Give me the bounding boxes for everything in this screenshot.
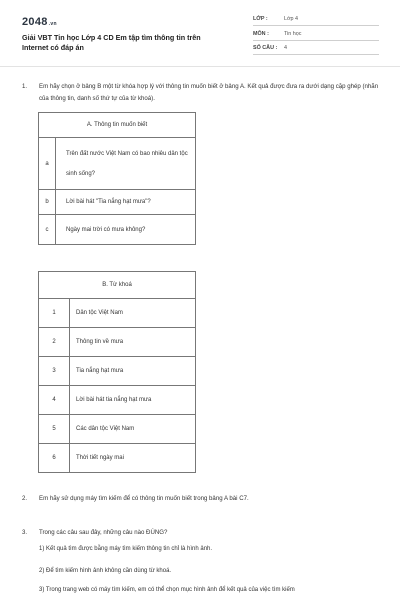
meta-row-question-count bbox=[253, 44, 379, 55]
row-key: 3 bbox=[39, 357, 70, 386]
table-row bbox=[39, 444, 196, 473]
table-row bbox=[39, 357, 196, 386]
logo-suffix: .vn bbox=[48, 21, 57, 27]
table-b bbox=[38, 271, 196, 473]
question-number: 1. bbox=[22, 83, 28, 90]
meta-value: Tin học bbox=[284, 31, 302, 37]
question-number: 3. bbox=[22, 529, 28, 536]
header-divider bbox=[0, 66, 400, 67]
question-text: Trong các câu sau đây, những câu nào ĐÚNG? bbox=[39, 529, 168, 536]
page-title: Giải VBT Tin học Lớp 4 CD Em tập tìm thông tin trên Internet có đáp án bbox=[22, 33, 201, 52]
table-row bbox=[39, 138, 196, 190]
row-key: 4 bbox=[39, 386, 70, 415]
table-row bbox=[39, 415, 196, 444]
row-key: a bbox=[39, 138, 56, 190]
table-a bbox=[38, 112, 196, 245]
meta-row-class bbox=[253, 15, 379, 26]
meta-label: LỚP : bbox=[253, 16, 268, 22]
row-value: Thông tin về mưa bbox=[70, 328, 196, 357]
row-key: 6 bbox=[39, 444, 70, 473]
logo-text: 2048 bbox=[22, 16, 48, 28]
row-value: Các dân tộc Việt Nam bbox=[70, 415, 196, 444]
table-a-header: A. Thông tin muốn biết bbox=[39, 113, 196, 138]
question-text: Em hãy sử dụng máy tìm kiếm để có thông tin muốn biết trong bảng A bài C7. bbox=[39, 495, 249, 502]
row-value: Trên đất nước Việt Nam có bao nhiêu dân tộc sinh sống? bbox=[56, 138, 196, 190]
meta-label: MÔN : bbox=[253, 31, 269, 37]
row-key: 2 bbox=[39, 328, 70, 357]
answer-option: 3) Trong trang web có máy tìm kiếm, em có thể chọn mục hình ảnh để kết quả của việc tìm kiếm bbox=[39, 587, 295, 593]
table-row bbox=[39, 299, 196, 328]
row-key: 5 bbox=[39, 415, 70, 444]
table-b-header: B. Từ khoá bbox=[39, 272, 196, 299]
answer-option: 1) Kết quả tìm được bằng máy tìm kiếm thông tin chỉ là hình ảnh. bbox=[39, 546, 213, 552]
table-row bbox=[39, 386, 196, 415]
row-value: Thời tiết ngày mai bbox=[70, 444, 196, 473]
document-header bbox=[0, 0, 400, 62]
answer-option: 2) Để tìm kiếm hình ảnh không cần dùng từ khoá. bbox=[39, 568, 172, 574]
table-row bbox=[39, 215, 196, 245]
meta-label: SỐ CÂU : bbox=[253, 45, 278, 51]
site-logo[interactable] bbox=[22, 16, 57, 28]
row-value: Dân tộc Việt Nam bbox=[70, 299, 196, 328]
question-text: Em hãy chọn ở bảng B một từ khóa hợp lý với thông tin muốn biết ở bảng A. Kết quả được đưa ra dưới dạng cặp ghép (nhãn của thông tin, danh số thứ tự của từ khoá). bbox=[39, 83, 379, 102]
meta-value: 4 bbox=[284, 45, 287, 51]
row-key: c bbox=[39, 215, 56, 245]
row-value: Lời bài hát "Tia nắng hạt mưa"? bbox=[56, 190, 196, 215]
row-value: Tia nắng hạt mưa bbox=[70, 357, 196, 386]
row-key: 1 bbox=[39, 299, 70, 328]
meta-row-subject bbox=[253, 30, 379, 41]
table-row bbox=[39, 328, 196, 357]
row-key: b bbox=[39, 190, 56, 215]
row-value: Lời bài hát tia nắng hạt mưa bbox=[70, 386, 196, 415]
question-number: 2. bbox=[22, 495, 28, 502]
meta-value: Lớp 4 bbox=[284, 16, 299, 22]
row-value: Ngày mai trời có mưa không? bbox=[56, 215, 196, 245]
table-row bbox=[39, 190, 196, 215]
